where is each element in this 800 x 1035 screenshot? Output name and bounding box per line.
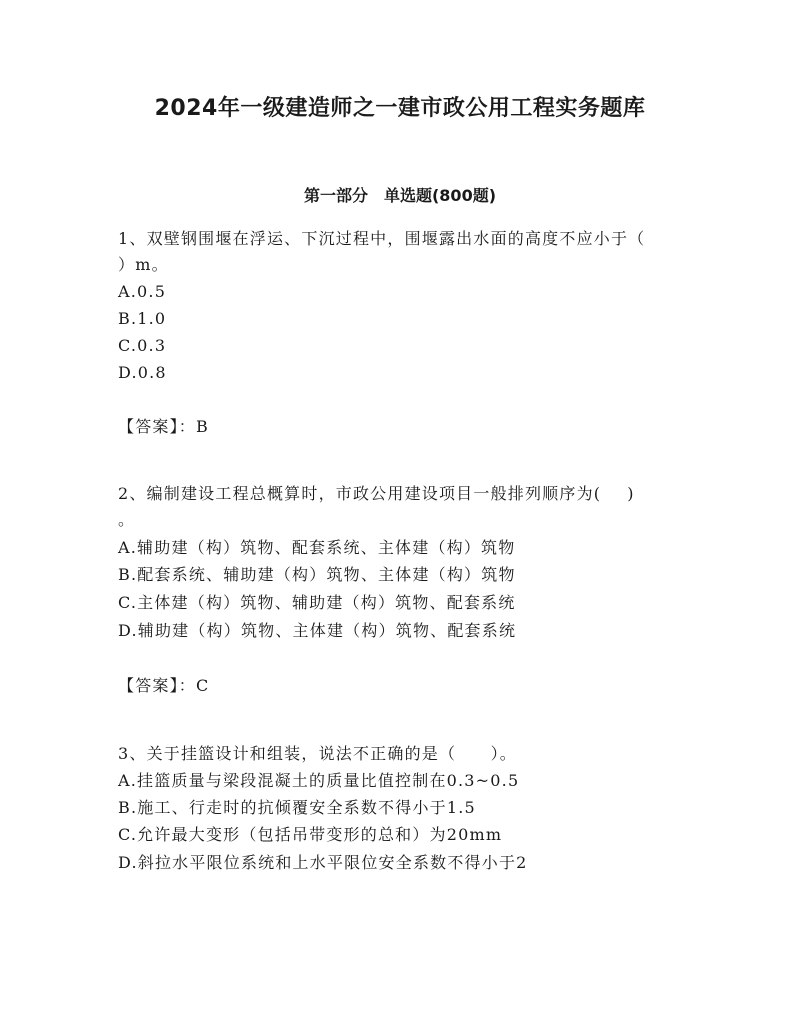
question-3-option-d: D.斜拉水平限位系统和上水平限位安全系数不得小于2 bbox=[118, 853, 528, 872]
question-3-option-c: C.允许最大变形（包括吊带变形的总和）为20mm bbox=[118, 825, 503, 844]
question-1-option-d: D.0.8 bbox=[118, 363, 167, 382]
question-2-option-c: C.主体建（构）筑物、辅助建（构）筑物、配套系统 bbox=[118, 593, 516, 612]
question-1-stem-line2: ）m。 bbox=[118, 255, 169, 274]
question-3-option-b: B.施工、行走时的抗倾覆安全系数不得小于1.5 bbox=[118, 798, 476, 817]
question-3-stem-line1: 3、关于挂篮设计和组装，说法不正确的是（ ）。 bbox=[118, 744, 517, 763]
question-2-option-d: D.辅助建（构）筑物、主体建（构）筑物、配套系统 bbox=[118, 621, 517, 640]
question-2-stem-line1 bbox=[118, 481, 688, 507]
question-1-stem-line1: 1、双壁钢围堰在浮运、下沉过程中，围堰露出水面的高度不应小于（ bbox=[118, 229, 646, 248]
question-2-stem-close-paren: ) bbox=[627, 484, 635, 503]
question-2-stem-line2: 。 bbox=[118, 510, 136, 529]
question-2-option-a: A.辅助建（构）筑物、配套系统、主体建（构）筑物 bbox=[118, 538, 516, 557]
question-1-option-a: A.0.5 bbox=[118, 282, 167, 301]
question-1-answer: 【答案】：B bbox=[118, 417, 209, 436]
page-title: 2024年一级建造师之一建市政公用工程实务题库 bbox=[154, 96, 646, 121]
question-3-option-a: A.挂篮质量与梁段混凝土的质量比值控制在0.3~0.5 bbox=[118, 771, 520, 790]
section-title: 第一部分 单选题(800题) bbox=[303, 186, 497, 205]
question-1-option-c: C.0.3 bbox=[118, 336, 167, 355]
question-1-option-b: B.1.0 bbox=[118, 309, 167, 328]
question-2-option-b: B.配套系统、辅助建（构）筑物、主体建（构）筑物 bbox=[118, 565, 516, 584]
question-2-stem-text: 2、编制建设工程总概算时，市政公用建设项目一般排列顺序为( bbox=[118, 484, 602, 503]
question-2-answer: 【答案】：C bbox=[118, 676, 210, 695]
